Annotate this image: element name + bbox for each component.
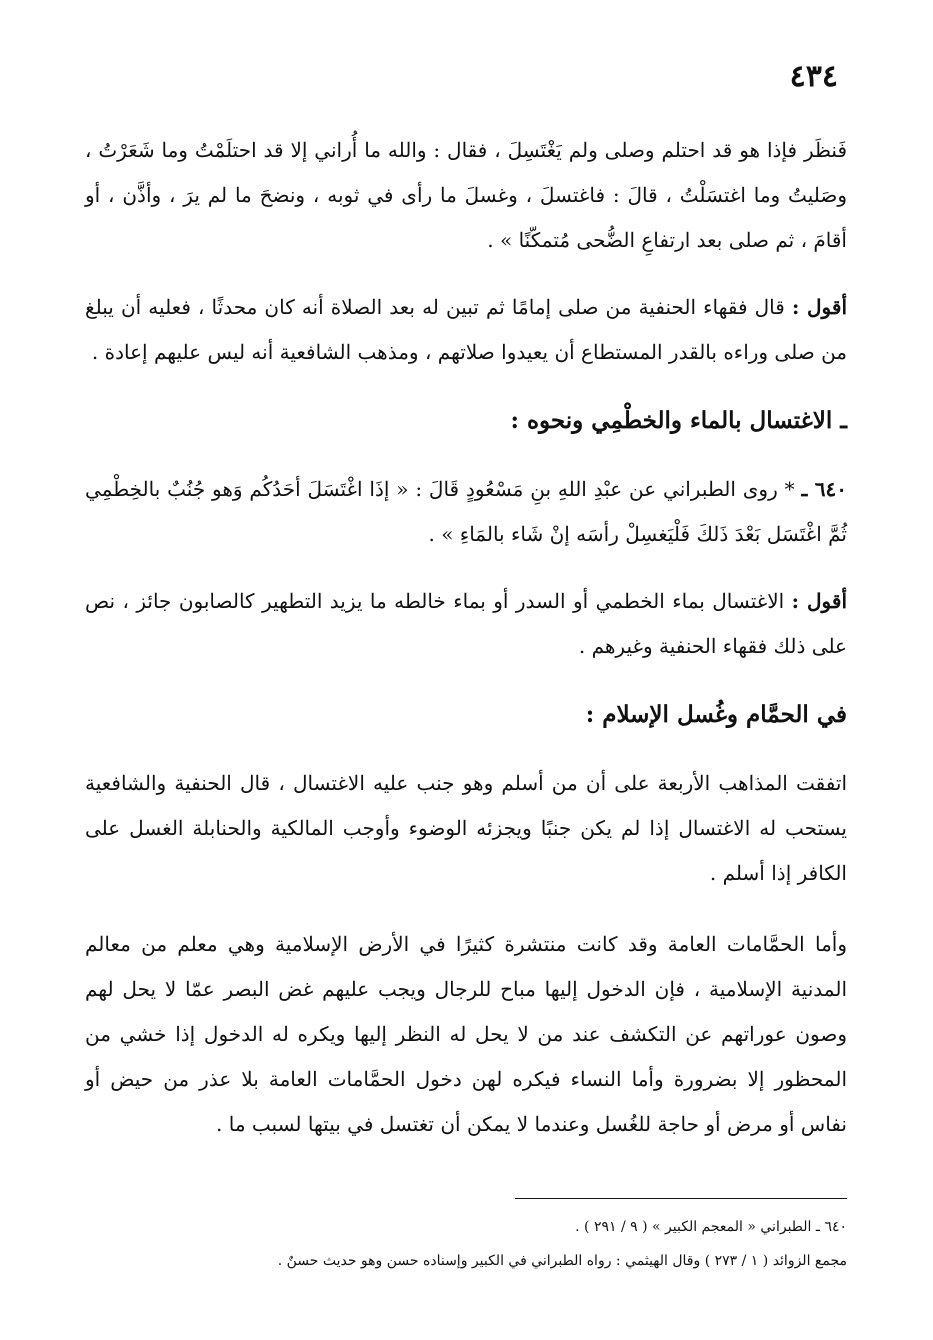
aqul-label: أقول : [791,589,847,613]
hadith-continuation-paragraph: فَنظَر فإذا هو قد احتلم وصلى ولم يَغْتَسِلَ ، فقال : والله ما أُراني إلا قد احتلَمْتُ وما شَعَرْتُ ، وصَليتُ وما اغتسَلْتُ ، قالَ : فاغتسلَ ، وغسلَ ما رأى في ثوبه ، ونضحَ ما لم يرَ ، وأذَّن ، أو أقامَ ، ثم صلى بعد ارتفاعِ الضُّحى مُتمكّنًا » . [85,138,848,252]
aqul-text: قال فقهاء الحنفية من صلى إمامًا ثم تبين له بعد الصلاة أنه كان محدثًا ، فعليه أن يبلغ من صلى وراءه بالقدر المستطاع أن يعيدوا صلاتهم ، ومذهب الشافعية أنه ليس عليهم إعادة . [85,295,847,364]
aqul-text: الاغتسال بماء الخطمي أو السدر أو بماء خالطه ما يزيد التطهير كالصابون جائز ، نص على ذلك فقهاء الحنفية وغيرهم . [85,589,847,658]
footnote-majma: مجمع الزوائد ( ١ / ٢٧٣ ) وقال الهيثمي : رواه الطبراني في الكبير وإسناده حسن وهو حديث حسنٌ . [277,1253,847,1269]
hammam-paragraph: وأما الحمَّامات العامة وقد كانت منتشرة كثيرًا في الأرض الإسلامية وهي معلم من معالم المدنية الإسلامية ، فإن الدخول إليها مباح للرجال ويجب عليهم غض البصر عمّا لا يحل لهم وصون عوراتهم عن التكشف عند من لا يحل له النظر إليها ويكره له الدخول إذا خشي من المحظور إلا بضرورة وأما النساء فيكره لهن دخول الحمَّامات العامة بلا عذر من حيض أو نفاس أو مرض أو حاجة للغُسل وعندما لا يمكن أن تغتسل في بيتها لسبب ما . [85,932,847,1136]
aqul-paragraph-imam [85,285,847,375]
hadith-number: ٦٤٠ ـ [801,477,847,501]
hadith-text: * روى الطبراني عن عبْدِ اللهِ بنِ مَسْعُودٍ قَالَ : « إذَا اغْتَسَلَ أحَدُكُم وَهو جُنُبٌ بالخِطْمِي ثُمَّ اغْتَسَل بَعْدَ ذَلكَ فَلْيَغسِلْ رأسَه إنْ شَاء بالمَاءِ » . [85,477,847,546]
section-heading-khitmi: ـ الاغتسال بالماء والخطْمِي ونحوه : [510,407,847,434]
islam-ghusl-paragraph: اتفقت المذاهب الأربعة على أن من أسلم وهو جنب عليه الاغتسال ، قال الحنفية والشافعية يستحب له الاغتسال إذا لم يكن جنبًا ويجزئه الوضوء وأوجب المالكية والحنابلة الغسل على الكافر إذا أسلم . [85,771,848,885]
page-number: ٤٣٤ [789,59,838,94]
main-text [85,128,847,1147]
footnote-divider [515,1198,847,1199]
footnotes [85,1210,847,1278]
aqul-paragraph-khitmi [85,579,847,669]
footnote-tabarani: ٦٤٠ ـ الطبراني « المعجم الكبير » ( ٩ / ٢٩١ ) . [575,1219,847,1235]
hadith-paragraph [85,467,847,557]
section-heading-hammam: في الحمَّام وغُسل الإسلام : [585,701,847,728]
aqul-label: أقول : [791,295,848,319]
